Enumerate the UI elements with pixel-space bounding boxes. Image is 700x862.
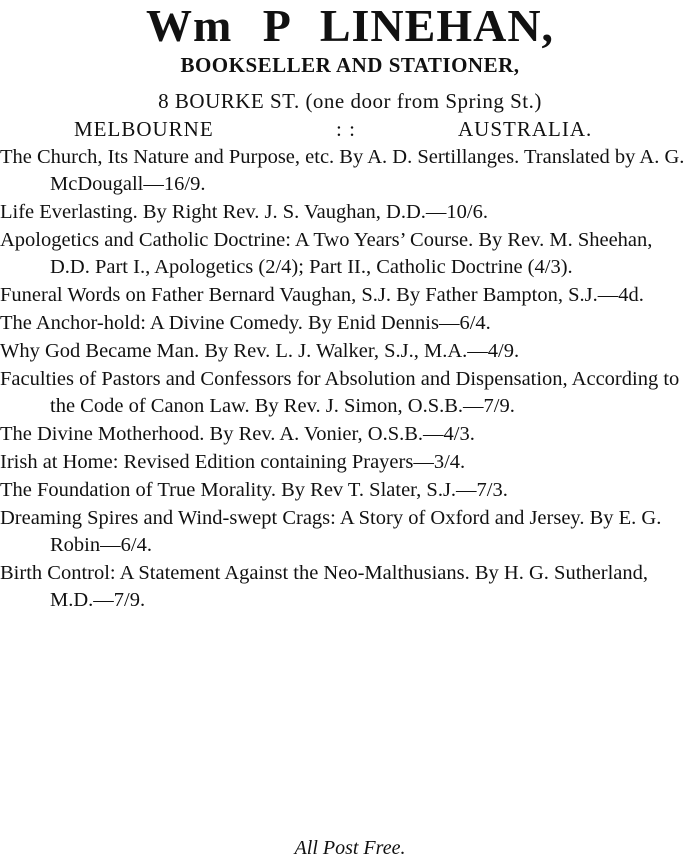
book-entry: Faculties of Pastors and Confessors for Absolution and Dispensation, According to the Code of Canon Law. By Rev. J. Simon, O.S.B.—7/9. (0, 368, 680, 417)
book-entry: The Anchor-hold: A Divine Comedy. By Enid Dennis—6/4. (0, 312, 491, 334)
business-address: 8 BOURKE ST. (one door from Spring St.) (158, 89, 542, 113)
book-list (0, 144, 694, 615)
separator: : : (336, 117, 356, 141)
city-country-line (0, 116, 700, 142)
footer-note: All Post Free. (294, 837, 406, 859)
book-entry: Dreaming Spires and Wind-swept Crags: A Story of Oxford and Jersey. By E. G. Robin—6/4. (0, 507, 662, 556)
book-entry: The Foundation of True Morality. By Rev T. Slater, S.J.—7/3. (0, 479, 508, 501)
book-entry: The Divine Motherhood. By Rev. A. Vonier, O.S.B.—4/3. (0, 423, 475, 445)
book-entry: Birth Control: A Statement Against the Neo-Malthusians. By H. G. Sutherland, M.D.—7/9. (0, 562, 648, 611)
book-entry: The Church, Its Nature and Purpose, etc. By A. D. Sertillanges. Translated by A. G. McDougall—16/9. (0, 146, 685, 195)
book-entry: Funeral Words on Father Bernard Vaughan, S.J. By Father Bampton, S.J.—4d. (0, 284, 644, 306)
city: MELBOURNE (74, 117, 214, 141)
book-entry: Life Everlasting. By Right Rev. J. S. Vaughan, D.D.—10/6. (0, 201, 488, 223)
book-entry: Apologetics and Catholic Doctrine: A Two Years’ Course. By Rev. M. Sheehan, D.D. Part I., Apologetics (2/4); Part II., Catholic Doctrine (4/3). (0, 229, 653, 278)
business-name: Wm P LINEHAN, (145, 0, 555, 51)
business-subtitle: BOOKSELLER AND STATIONER, (180, 53, 520, 77)
country: AUSTRALIA. (458, 117, 593, 141)
book-entry: Why God Became Man. By Rev. L. J. Walker, S.J., M.A.—4/9. (0, 340, 520, 362)
book-entry: Irish at Home: Revised Edition containing Prayers—3/4. (0, 451, 466, 473)
